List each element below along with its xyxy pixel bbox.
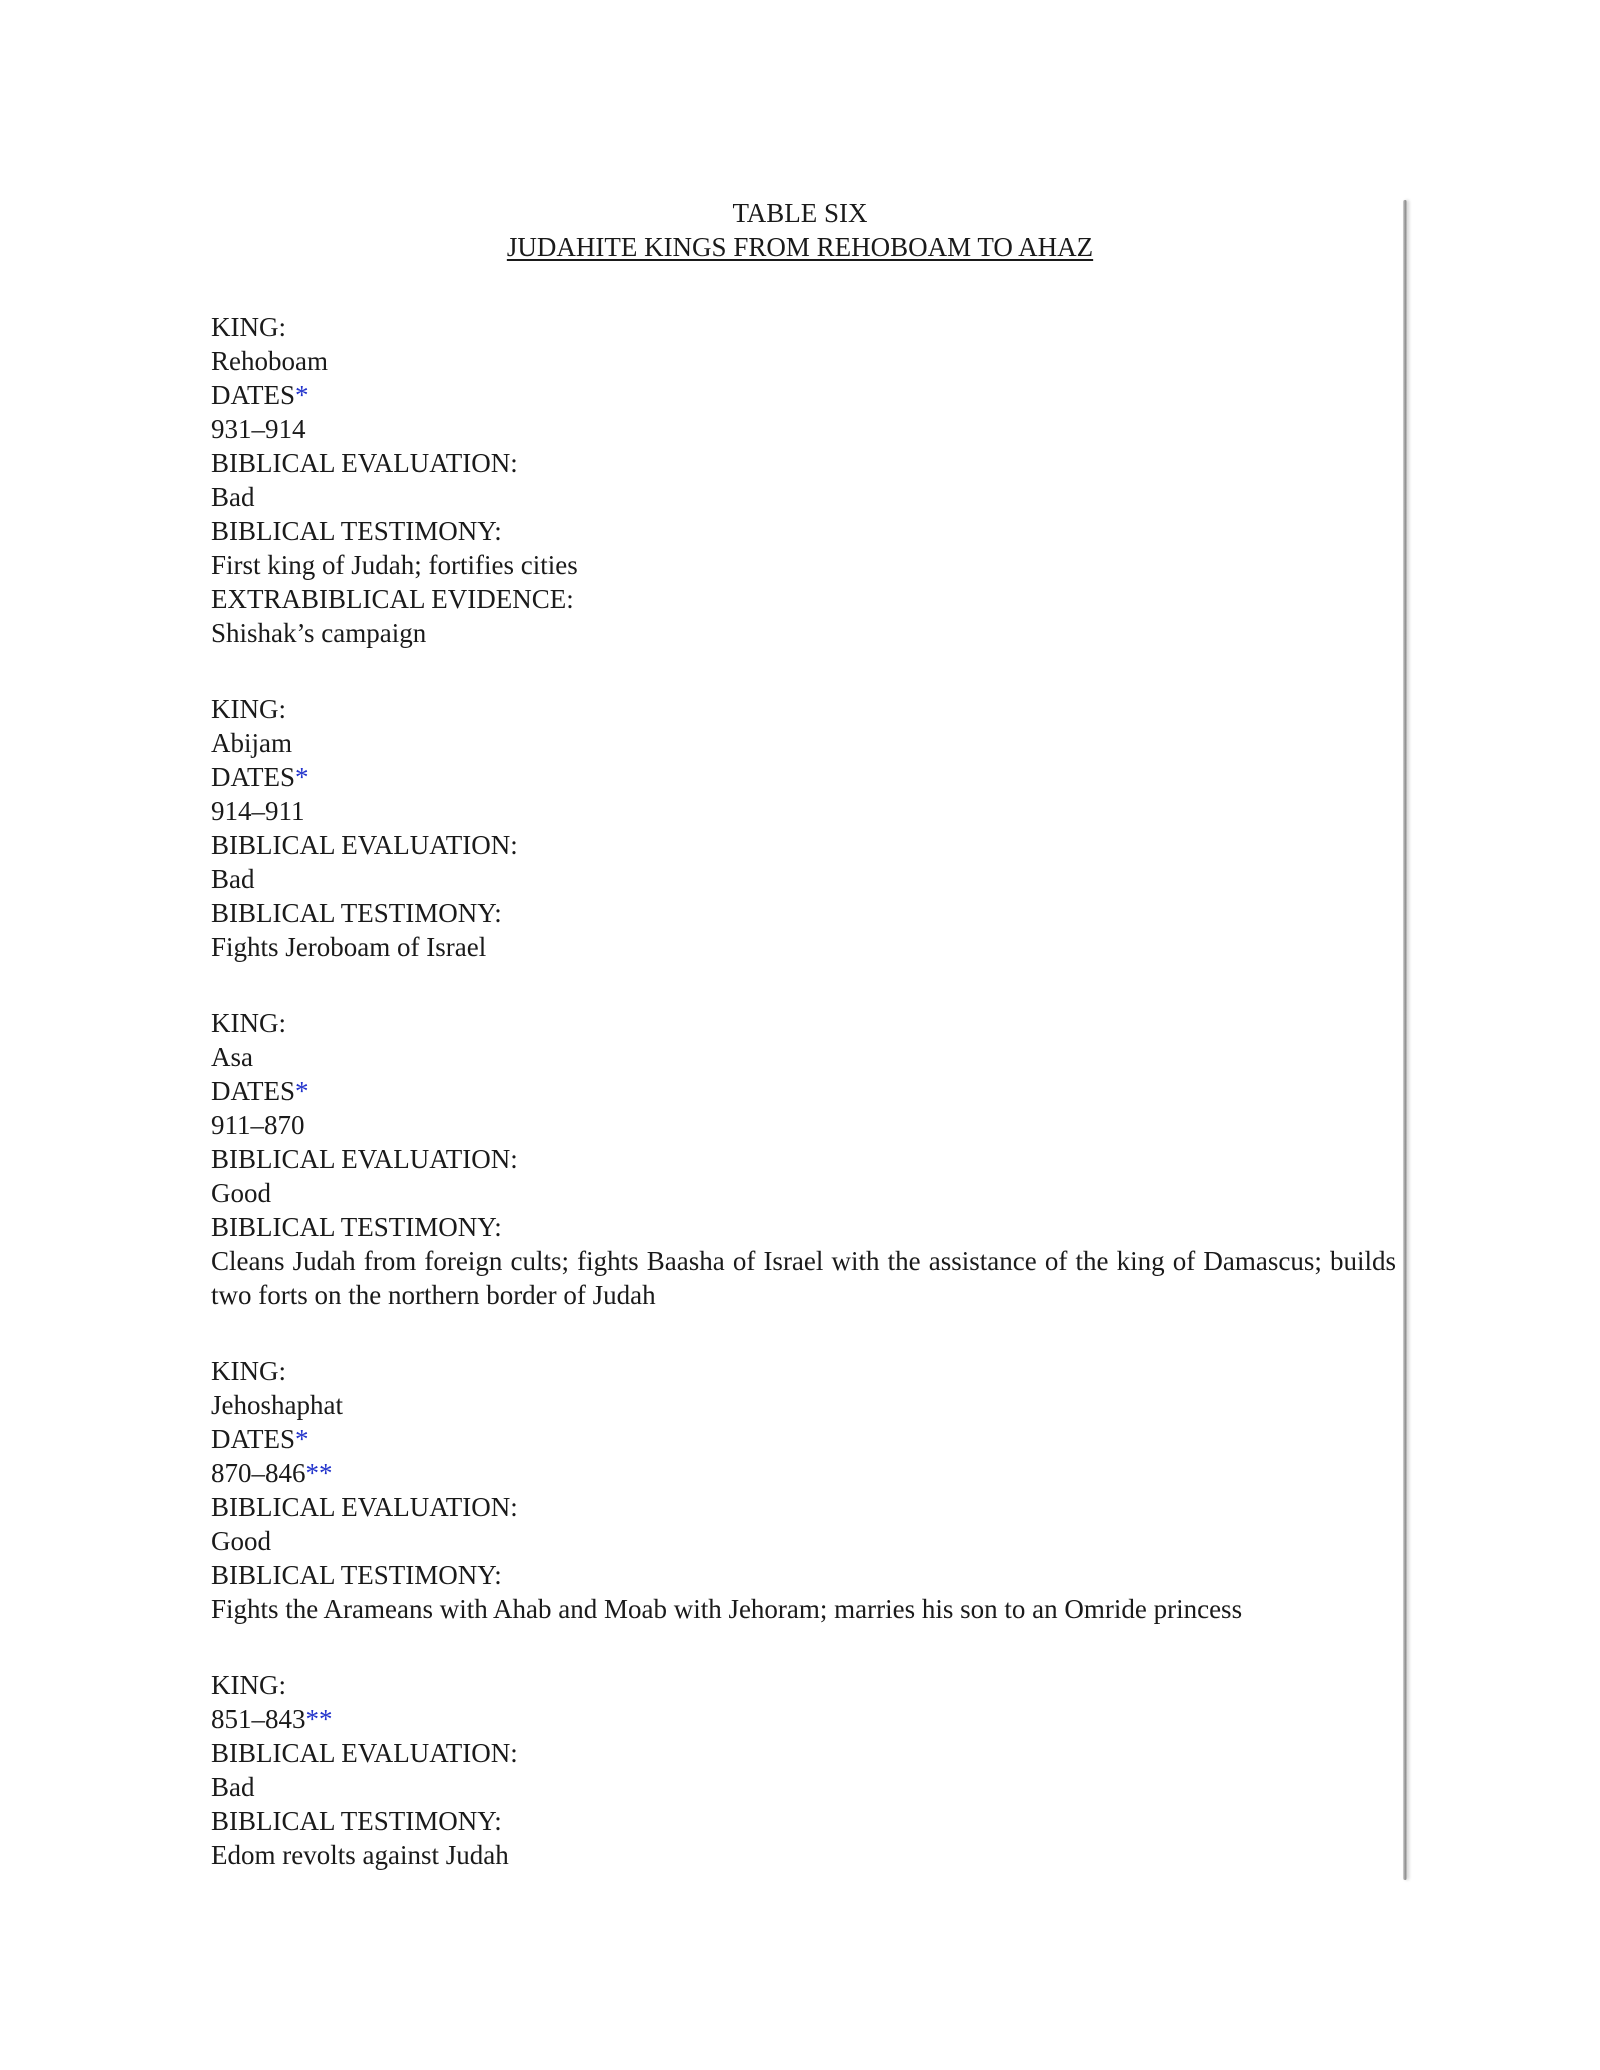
evaluation-label: BIBLICAL EVALUATION: — [211, 448, 518, 478]
king-name: Rehoboam — [211, 346, 328, 376]
footnote-link[interactable]: * — [295, 762, 309, 792]
evaluation-label: BIBLICAL EVALUATION: — [211, 830, 518, 860]
evaluation-value: Bad — [211, 864, 255, 894]
king-list — [211, 310, 1396, 1914]
evaluation-value: Bad — [211, 1772, 255, 1802]
testimony-label: BIBLICAL TESTIMONY: — [211, 1806, 502, 1836]
king-name: Asa — [211, 1042, 253, 1072]
testimony-value: First king of Judah; fortifies cities — [211, 550, 578, 580]
evaluation-value: Good — [211, 1178, 271, 1208]
extrabiblical-value: Shishak’s campaign — [211, 618, 427, 648]
king-entry — [211, 1668, 1396, 1872]
testimony-value: Edom revolts against Judah — [211, 1840, 509, 1870]
table-subtitle: JUDAHITE KINGS FROM REHOBOAM TO AHAZ — [506, 232, 1094, 262]
dates-value: 851–843** — [211, 1704, 333, 1734]
extrabiblical-label: EXTRABIBLICAL EVIDENCE: — [211, 584, 574, 614]
evaluation-value: Bad — [211, 482, 255, 512]
footnote-link[interactable]: * — [295, 380, 309, 410]
dates-label: DATES* — [211, 380, 309, 410]
footnote-link[interactable]: ** — [305, 1458, 333, 1488]
page-edge-rule — [1403, 200, 1407, 1880]
king-label: KING: — [211, 1356, 286, 1386]
king-entry — [211, 310, 1396, 650]
dates-value: 931–914 — [211, 414, 306, 444]
testimony-value: Fights the Arameans with Ahab and Moab with Jehoram; marries his son to an Omride princess — [211, 1594, 1243, 1624]
king-label: KING: — [211, 1670, 286, 1700]
dates-label: DATES* — [211, 1076, 309, 1106]
evaluation-label: BIBLICAL EVALUATION: — [211, 1144, 518, 1174]
footnote-link[interactable]: ** — [305, 1704, 333, 1734]
king-label: KING: — [211, 312, 286, 342]
evaluation-label: BIBLICAL EVALUATION: — [211, 1738, 518, 1768]
king-label: KING: — [211, 694, 286, 724]
dates-value: 914–911 — [211, 796, 305, 826]
footnote-link[interactable]: * — [295, 1424, 309, 1454]
testimony-label: BIBLICAL TESTIMONY: — [211, 1212, 502, 1242]
evaluation-label: BIBLICAL EVALUATION: — [211, 1492, 518, 1522]
king-name: Jehoshaphat — [211, 1390, 343, 1420]
page-title — [0, 196, 1600, 264]
evaluation-value: Good — [211, 1526, 271, 1556]
dates-value: 870–846** — [211, 1458, 333, 1488]
testimony-label: BIBLICAL TESTIMONY: — [211, 516, 502, 546]
testimony-value: Fights Jeroboam of Israel — [211, 932, 487, 962]
king-label: KING: — [211, 1008, 286, 1038]
dates-value: 911–870 — [211, 1110, 305, 1140]
testimony-label: BIBLICAL TESTIMONY: — [211, 898, 502, 928]
testimony-value: Cleans Judah from foreign cults; fights Baasha of Israel with the assistance of the king of Damascus; builds two forts on the northern border of Judah — [211, 1246, 1396, 1310]
dates-label: DATES* — [211, 1424, 309, 1454]
footnote-link[interactable]: * — [295, 1076, 309, 1106]
dates-label: DATES* — [211, 762, 309, 792]
testimony-label: BIBLICAL TESTIMONY: — [211, 1560, 502, 1590]
king-entry — [211, 692, 1396, 964]
king-entry — [211, 1006, 1396, 1312]
table-title: TABLE SIX — [732, 198, 868, 228]
king-entry — [211, 1354, 1396, 1626]
king-name: Abijam — [211, 728, 292, 758]
